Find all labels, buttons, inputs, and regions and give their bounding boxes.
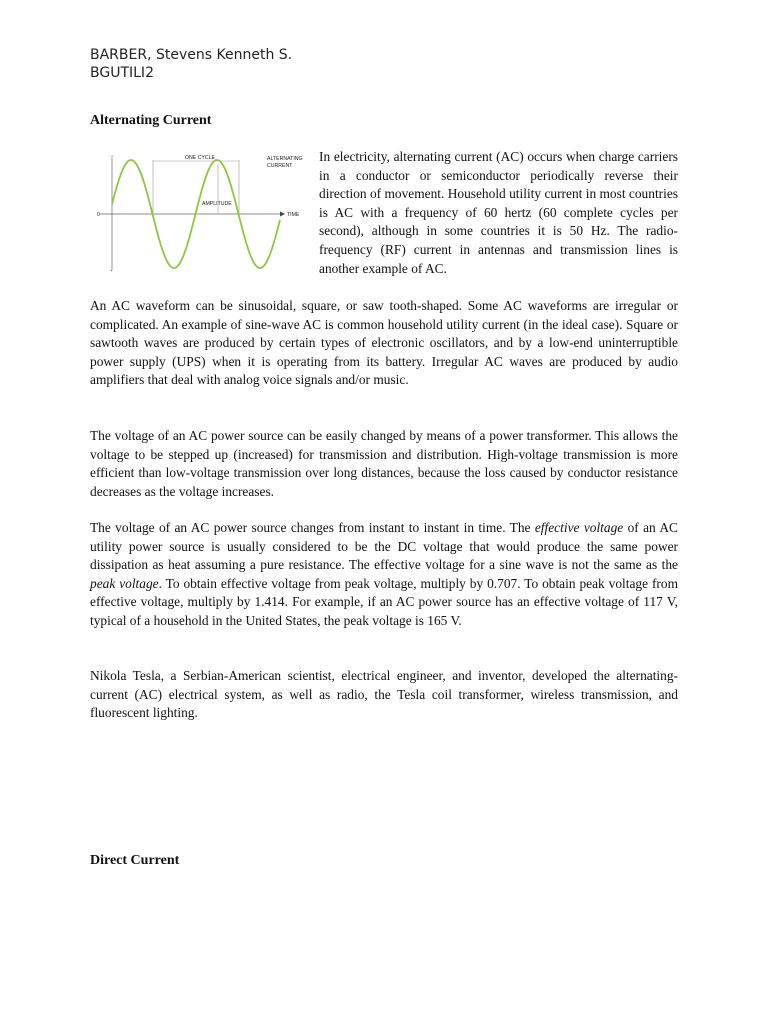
heading-direct-current: Direct Current <box>90 853 180 868</box>
effective-text-3: . To obtain effective voltage from peak voltage, multiply by 0.707. To obtain peak voltage from effective voltage, multiply by 1.414. For example, if an AC power source has an effective voltage of 117 V, typical of a household in the United States, the peak voltage is 165 V. <box>90 575 678 628</box>
term-peak-voltage: peak voltage <box>90 575 159 591</box>
label-zero: 0 <box>97 212 100 218</box>
author-name: BARBER, Stevens Kenneth S. <box>90 47 293 63</box>
paragraph-ac-intro: In electricity, alternating current (AC) occurs when charge carriers in a conductor or semiconductor periodically reverse their direction of movement. Household utility current in most countries is AC with a frequency of 60 hertz (60 complete cycles per second), although in some countries it is 50 Hz. The radio-frequency (RF) current in antennas and transmission lines is another example of AC. <box>319 149 678 276</box>
author-code: BGUTILI2 <box>90 65 154 81</box>
label-alternating: ALTERNATING <box>267 156 303 162</box>
paragraph-tesla: Nikola Tesla, a Serbian-American scientist, electrical engineer, and inventor, developed the alternating-current (AC) electrical system, as well as radio, the Tesla coil transformer, wireless transmission, and fluorescent lighting. <box>90 668 678 721</box>
effective-text-2: of an AC utility power source is usually considered to be the DC voltage that would produce the same power dissipation as heat assuming a pure resistance. The effective voltage for a sine wave is not the same as the <box>90 520 678 573</box>
term-effective-voltage: effective voltage <box>534 520 624 535</box>
heading-alternating-current: Alternating Current <box>90 113 212 128</box>
label-one-cycle: ONE CYCLE <box>185 155 215 161</box>
effective-text-1: The voltage of an AC power source changes from instant to instant in time. The <box>90 520 535 535</box>
label-amplitude: AMPLITUDE <box>202 201 232 207</box>
paragraph-ac-transformer: The voltage of an AC power source can be easily changed by means of a power transformer. This allows the voltage to be stepped up (increased) for transmission and distribution. High-voltage transmission is more efficient than low-voltage transmission over long distances, because the loss caused by conductor resistance decreases as the voltage increases. <box>90 428 678 499</box>
label-time: TIME <box>287 212 300 218</box>
ac-waveform-diagram <box>90 150 308 276</box>
paragraph-effective-voltage <box>90 519 678 631</box>
label-current: CURRENT <box>267 163 293 169</box>
ac-waveform-figure <box>90 150 308 276</box>
author-block <box>90 46 292 82</box>
label-plus: + <box>110 154 115 161</box>
label-minus: - <box>110 268 113 275</box>
paragraph-ac-waveforms: An AC waveform can be sinusoidal, square, or saw tooth-shaped. Some AC waveforms are irregular or complicated. An example of sine-wave AC is common household utility current (in the ideal case). Square or sawtooth waves are produced by certain types of electronic oscillators, and by a low-end uninterruptible power supply (UPS) when it is operating from its battery. Irregular AC waves are produced by audio amplifiers that deal with analog voice signals and/or music. <box>90 298 678 388</box>
time-axis-arrow-icon <box>280 212 285 217</box>
